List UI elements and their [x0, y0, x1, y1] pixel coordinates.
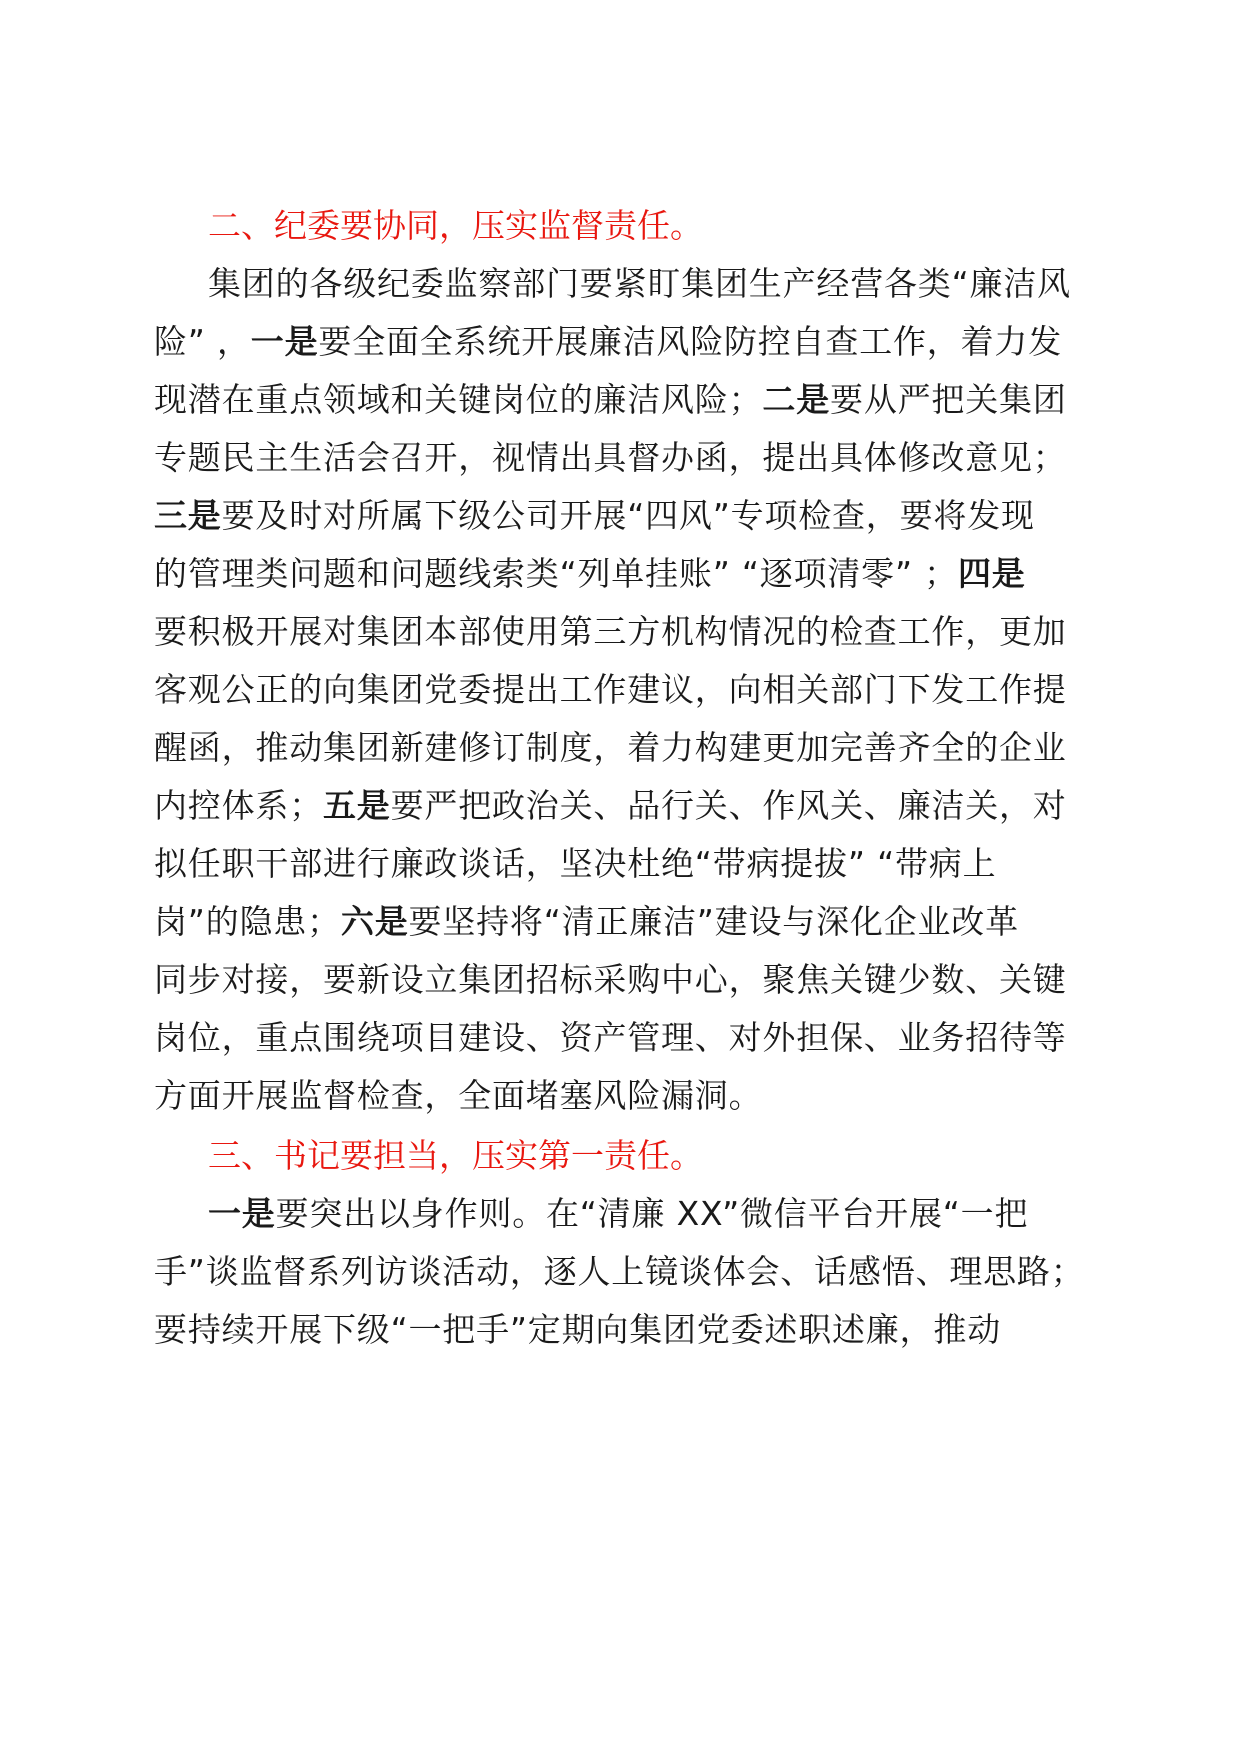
text-run: 岗”的隐患；: [154, 902, 341, 941]
text-run: 要及时对所属下级公司开展“四风”专项检查，要将发现: [221, 496, 1035, 535]
paragraph-line: 拟任职干部进行廉政谈话，坚决杜绝“带病提拔” “带病上: [154, 844, 997, 883]
paragraph-line: [208, 1188, 1028, 1235]
paragraph-line: [154, 316, 1062, 363]
bold-marker: 一是: [250, 322, 319, 361]
text-run: 险” ，: [154, 322, 251, 361]
text-run: 要突出以身作则。在“清廉 XX”微信平台开展“一把: [275, 1194, 1029, 1233]
paragraph-line: [154, 896, 1019, 943]
paragraph-line: 岗位，重点围绕项目建设、资产管理、对外担保、业务招待等: [154, 1018, 1067, 1057]
text-run: 的管理类问题和问题线索类“列单挂账” “逐项清零” ；: [154, 554, 958, 593]
bold-marker: 六是: [340, 902, 409, 941]
text-run: 要从严把关集团: [830, 380, 1067, 419]
bold-marker: 二是: [762, 380, 831, 419]
paragraph-line: [154, 780, 1067, 827]
paragraph-line: [154, 374, 1067, 421]
paragraph-line: 客观公正的向集团党委提出工作建议，向相关部门下发工作提: [154, 670, 1067, 709]
bold-marker: 三是: [154, 496, 222, 535]
bold-marker: 五是: [323, 786, 391, 825]
text-run: 要严把政治关、品行关、作风关、廉洁关，对: [390, 786, 1067, 825]
paragraph-line: 要积极开展对集团本部使用第三方机构情况的检查工作，更加: [154, 612, 1067, 651]
paragraph-line: 集团的各级纪委监察部门要紧盯集团生产经营各类“廉洁风: [208, 264, 1071, 303]
paragraph-line: 手”谈监督系列访谈活动，逐人上镜谈体会、话感悟、理思路；: [154, 1252, 1085, 1291]
paragraph-line: [154, 490, 1035, 537]
text-run: 现潜在重点领域和关键岗位的廉洁风险；: [154, 380, 763, 419]
text-run: 要全面全系统开展廉洁风险防控自查工作，着力发: [318, 322, 1063, 361]
paragraph-line: 要持续开展下级“一把手”定期向集团党委述职述廉，推动: [154, 1310, 1001, 1349]
text-run: 要坚持将“清正廉洁”建设与深化企业改革: [408, 902, 1019, 941]
paragraph-line: [154, 548, 1026, 595]
paragraph-line: 方面开展监督检查，全面堵塞风险漏洞。: [154, 1076, 763, 1115]
text-run: 内控体系；: [154, 786, 323, 825]
paragraph-line: 专题民主生活会召开，视情出具督办函，提出具体修改意见；: [154, 438, 1067, 477]
section-heading-2: 二、纪委要协同，压实监督责任。: [208, 206, 703, 245]
bold-marker: 一是: [208, 1194, 276, 1233]
bold-marker: 四是: [957, 554, 1026, 593]
section-heading-3: 三、书记要担当，压实第一责任。: [208, 1136, 703, 1175]
paragraph-line: 同步对接，要新设立集团招标采购中心，聚焦关键少数、关键: [154, 960, 1067, 999]
paragraph-line: 醒函，推动集团新建修订制度，着力构建更加完善齐全的企业: [154, 728, 1067, 767]
